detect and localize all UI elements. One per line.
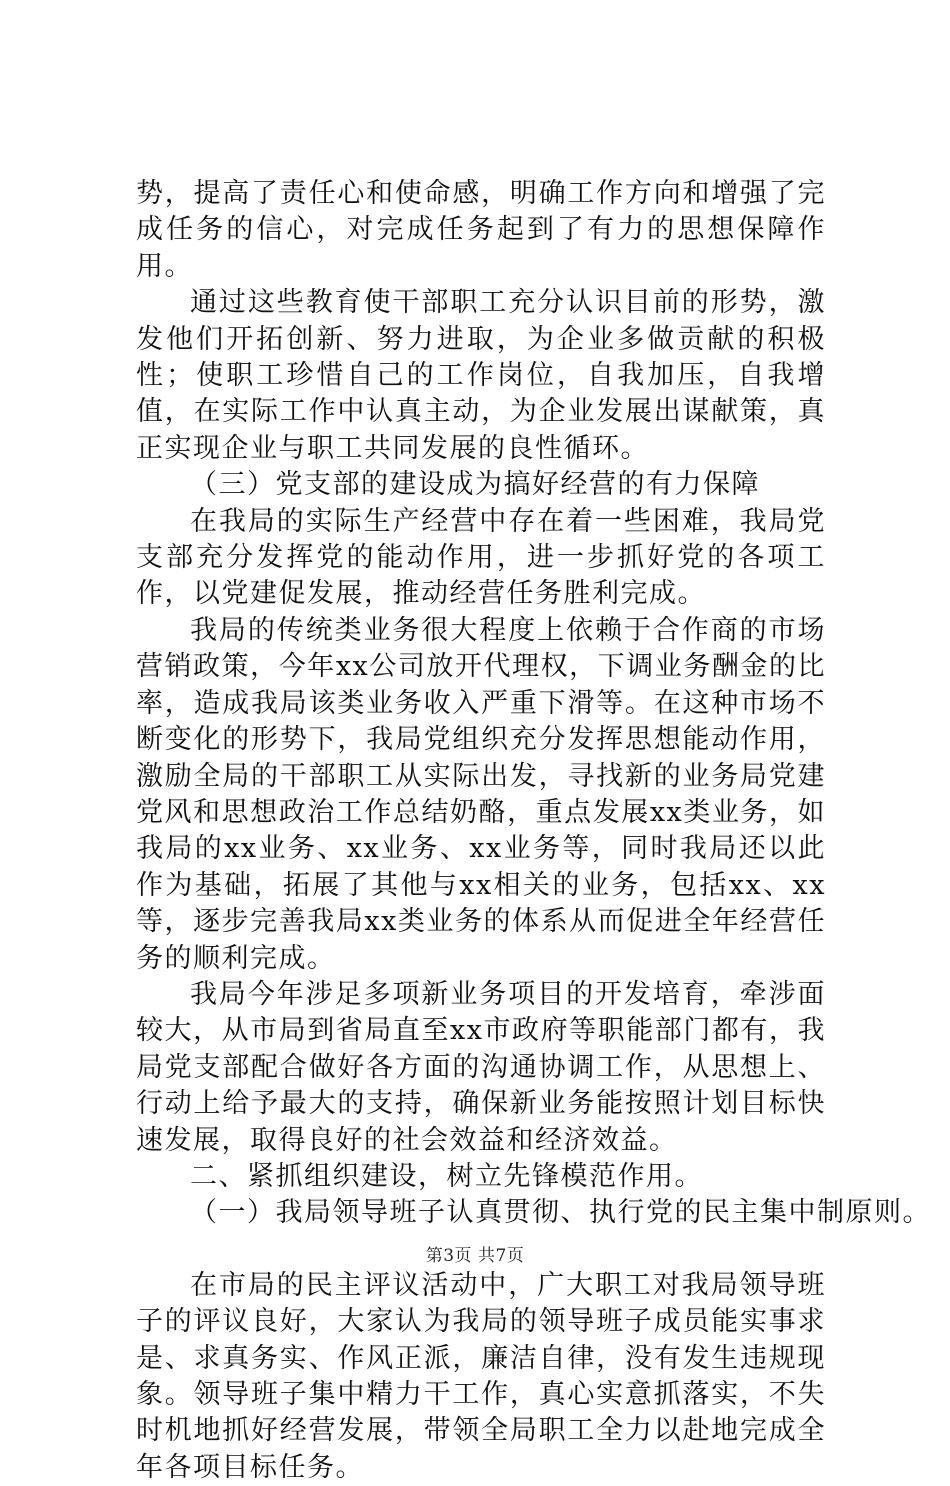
paragraph: 通过这些教育使干部职工充分认识目前的形势，激发他们开拓创新、努力进取，为企业多做贡献的积极性；使职工珍惜自己的工作岗位，自我加压，自我增值，在实际工作中认真主动，为企业发展出谋献策，真正实现企业与职工共同发展的良性循环。 (136, 287, 826, 464)
section-heading: （三）党支部的建设成为搞好经营的有力保障 (190, 469, 760, 501)
paragraph: 我局的传统类业务很大程度上依赖于合作商的市场营销政策，今年xx公司放开代理权，下调业务酬金的比率，造成我局该类业务收入严重下滑等。在这种市场不断变化的形势下，我局党组织充分发挥思想能动作用，激励全局的干部职工从实际出发，寻找新的业务局党建党风和思想政治工作总结奶酪，重点发展xx类业务，如我局的xx业务、xx业务、xx业务等，同时我局还以此作为基础，拓展了其他与xx相关的业务，包括xx、xx等，逐步完善我局xx类业务的体系从而促进全年经营任务的顺利完成。 (136, 614, 826, 974)
subsection-heading: （一）我局领导班子认真贯彻、执行党的民主集中制原则。 (190, 1197, 931, 1229)
paragraph: 在我局的实际生产经营中存在着一些困难，我局党支部充分发挥党的能动作用，进一步抓好党的各项工作，以党建促发展，推动经营任务胜利完成。 (136, 505, 826, 610)
section-heading: 二、紧抓组织建设，树立先锋模范作用。 (190, 1160, 703, 1192)
page-footer: 第3页 共7页 (425, 1246, 525, 1266)
paragraph: 我局今年涉足多项新业务项目的开发培育，牵涉面较大，从市局到省局直至xx市政府等职能部门都有，我局党支部配合做好各方面的沟通协调工作，从思想上、行动上给予最大的支持，确保新业务能按照计划目标快速发展，取得良好的社会效益和经济效益。 (136, 978, 826, 1156)
document-body (136, 176, 931, 1486)
paragraph: 在市局的民主评议活动中，广大职工对我局领导班子的评议良好，大家认为我局的领导班子成员能实事求是、求真务实、作风正派，廉洁自律，没有发生违规现象。领导班子集中精力干工作，真心实意抓落实，不失时机地抓好经营发展，带领全局职工全力以赴地完成全年各项目标任务。 (136, 1269, 826, 1483)
paragraph-continuation: 势，提高了责任心和使命感，明确工作方向和增强了完成任务的信心，对完成任务起到了有力的思想保障作用。 (136, 178, 826, 282)
